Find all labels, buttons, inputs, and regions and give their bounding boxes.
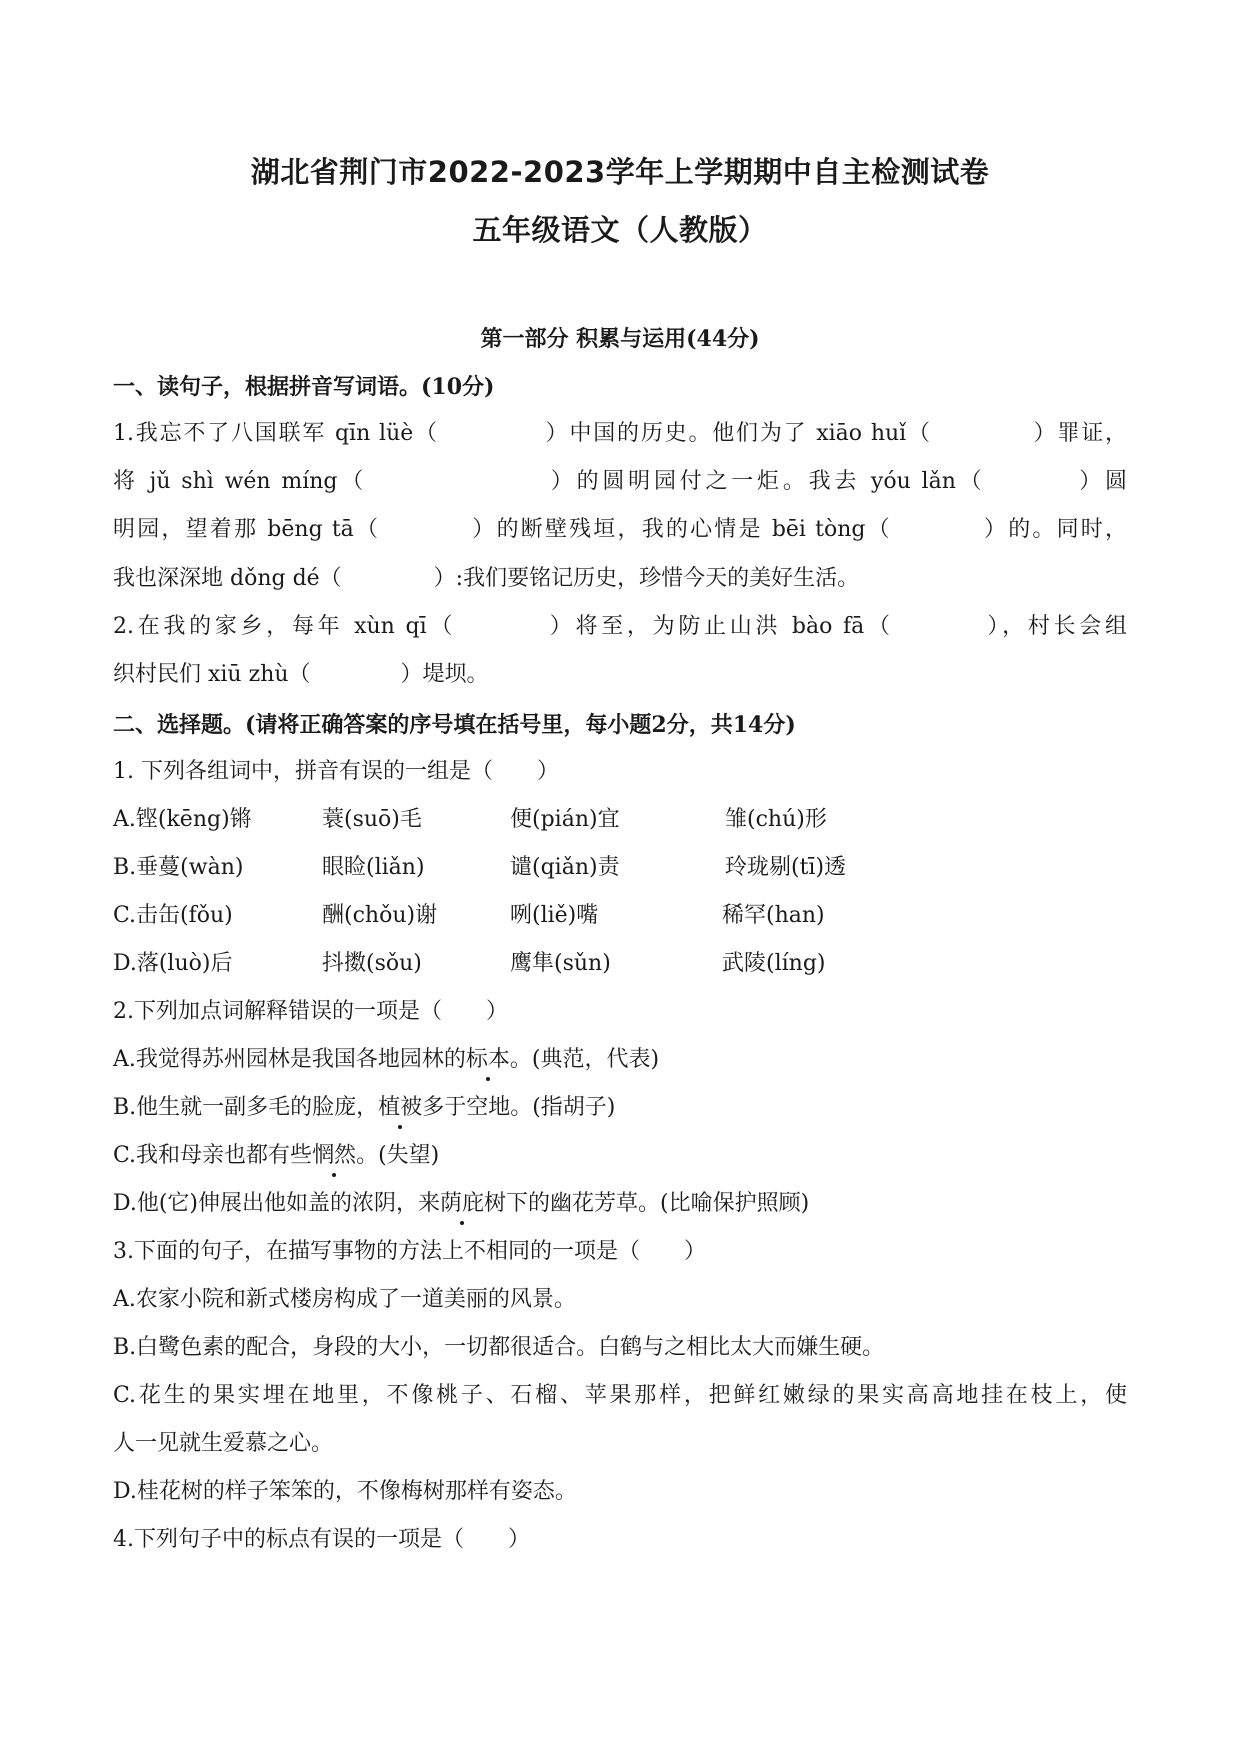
option-cell: 鹰隼(sǔn) (510, 951, 611, 976)
text-segment: 将 jǔ shì wén míng（ (113, 469, 368, 494)
text-segment: ）的断壁残垣，我的心情是 bēi tòng（ (470, 517, 892, 542)
dotted-word: 惘然 (312, 1141, 356, 1171)
s1-q1-line3 (113, 515, 1127, 545)
s2-q3-option-c-line2: 人一见就生爱慕之心。 (113, 1431, 334, 1456)
s2-q3-option-c-line1: C.花生的果实埋在地里，不像桃子、石榴、苹果那样，把鲜红嫩绿的果实高高地挂在枝上，使 (113, 1383, 1127, 1408)
text-segment: 织村民们 xiū zhù（ (113, 662, 311, 687)
s2-q2-option-b (113, 1093, 615, 1123)
s2-q2-option-a (113, 1045, 659, 1075)
text-segment: 树下的幽花芳草。(比喻保护照顾) (484, 1191, 810, 1216)
s2-q3-option-d: D.桂花树的样子笨笨的，不像梅树那样有姿态。 (113, 1479, 577, 1504)
section1-heading: 一、读句子，根据拼音写词语。(10分) (113, 374, 495, 400)
text-segment: 我也深深地 dǒng dé（ (113, 566, 342, 591)
text-segment: ）:我们要铭记历史，珍惜今天的美好生活。 (433, 566, 860, 591)
text-segment: B.他生就一副多毛的脸庞， (113, 1095, 379, 1120)
option-cell: 眼睑(liǎn) (322, 855, 425, 880)
text-segment: ）将至，为防止山洪 bào fā（ (546, 614, 894, 639)
s2-q3-option-a: A.农家小院和新式楼房构成了一道美丽的风景。 (113, 1287, 576, 1312)
dotted-word: 荫庇 (440, 1189, 484, 1219)
text-segment: ）中国的历史。他们为了 xiāo huǐ（ (543, 421, 932, 446)
text-segment: 。(失望) (356, 1143, 440, 1168)
option-cell: 武陵(líng) (722, 951, 826, 976)
dotted-word: 植被 (378, 1093, 422, 1123)
text-segment: ）罪证， (1031, 421, 1127, 446)
option-cell: 雏(chú)形 (725, 807, 827, 832)
option-cell: A.铿(kēng)锵 (113, 807, 252, 832)
option-cell: 咧(liě)嘴 (510, 903, 599, 928)
text-segment: ）堤坝。 (400, 662, 489, 687)
option-cell: 玲珑剔(tī)透 (725, 855, 847, 880)
text-segment: 多于空地。(指胡子) (422, 1095, 616, 1120)
text-segment: 2.在我的家乡，每年 xùn qī（ (113, 614, 457, 639)
option-cell: 便(pián)宜 (510, 807, 620, 832)
option-cell: 抖擞(sǒu) (322, 951, 422, 976)
s2-q1-stem: 1. 下列各组词中，拼音有误的一组是（ ） (113, 759, 559, 784)
text-segment: A.我觉得苏州园林是我国各地园林的 (113, 1047, 466, 1072)
s2-q3-stem: 3.下面的句子，在描写事物的方法上不相同的一项是（ ） (113, 1239, 706, 1264)
s2-q4-stem: 4.下列句子中的标点有误的一项是（ ） (113, 1527, 530, 1552)
text-segment: 明园，望着那 bēng tā（ (113, 517, 381, 542)
s1-q1-line4 (113, 564, 859, 594)
section2-heading: 二、选择题。(请将正确答案的序号填在括号里，每小题2分，共14分) (113, 712, 796, 738)
exam-title: 湖北省荆门市2022-2023学年上学期期中自主检测试卷 (250, 155, 990, 189)
text-segment: 1.我忘不了八国联军 qīn lüè（ (113, 421, 439, 446)
text-segment: ）的。同时， (981, 517, 1127, 542)
s1-q2-line1 (113, 612, 1127, 642)
option-cell: C.击缶(fǒu) (113, 903, 233, 928)
s2-q2-stem: 2.下列加点词解释错误的一项是（ ） (113, 999, 508, 1024)
option-cell: D.落(luò)后 (113, 951, 233, 976)
text-segment: C.我和母亲也都有些 (113, 1143, 313, 1168)
s1-q1-line1 (113, 419, 1127, 449)
text-segment: 。(典范，代表) (509, 1047, 660, 1072)
s1-q2-line2 (113, 660, 489, 690)
text-segment: ）圆 (1075, 469, 1127, 494)
option-cell: 谴(qiǎn)责 (510, 855, 620, 880)
text-segment: D.他(它)伸展出他如盖的浓阴，来 (113, 1191, 441, 1216)
text-segment: ），村长会组 (983, 614, 1127, 639)
option-cell: B.垂蔓(wàn) (113, 855, 244, 880)
option-cell: 稀罕(han) (722, 903, 825, 928)
option-cell: 酬(chǒu)谢 (322, 903, 438, 928)
s2-q2-option-c (113, 1141, 439, 1171)
exam-subtitle: 五年级语文（人教版） (472, 213, 768, 247)
option-cell: 蓑(suō)毛 (322, 807, 422, 832)
part-heading: 第一部分 积累与运用(44分) (480, 326, 760, 352)
text-segment: ）的圆明园付之一炬。我去 yóu lǎn（ (547, 469, 986, 494)
s2-q2-option-d (113, 1189, 809, 1219)
s1-q1-line2 (113, 467, 1127, 497)
s2-q3-option-b: B.白鹭色素的配合，身段的大小，一切都很适合。白鹤与之相比太大而嫌生硬。 (113, 1335, 885, 1360)
dotted-word: 标本 (466, 1045, 510, 1075)
